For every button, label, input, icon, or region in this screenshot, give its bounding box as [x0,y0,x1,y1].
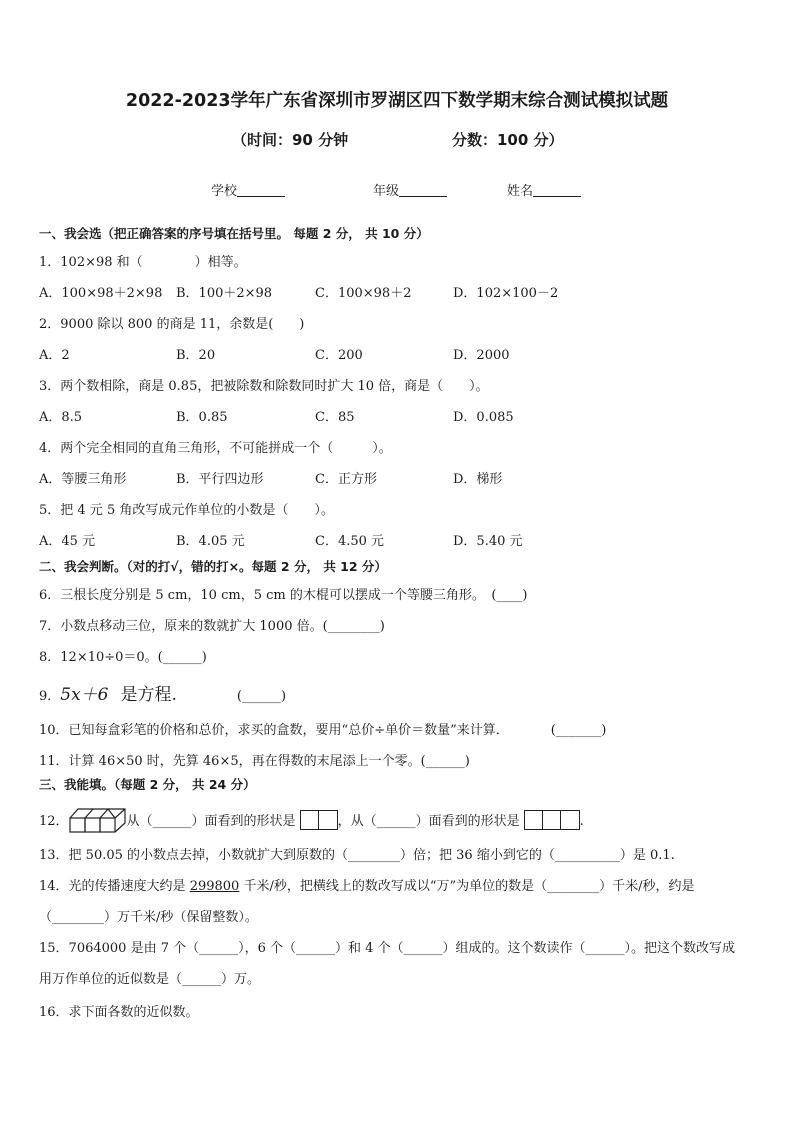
question-15-continued: 用万作单位的近似数是（______）万。 [39,972,261,987]
q14-part-a: 14．光的传播速度大约是 [39,879,190,894]
question-2: 2．9000 除以 800 的商是 11，余数是( ) [39,317,305,332]
q12-number: 12． [39,814,69,829]
score-label: 分数：100 分） [452,131,564,149]
q4-option-d[interactable]: D．梯形 [453,472,503,487]
grade-field[interactable] [373,180,447,199]
section-3-heading: 三、我能填。（每题 2 分， 共 24 分） [39,777,256,792]
q2-option-a[interactable]: A．2 [39,348,70,363]
q12-end: . [579,814,584,829]
q3-option-c[interactable]: C．85 [315,410,355,425]
q1-option-a[interactable]: A．100×98＋2×98 [39,286,163,301]
question-14 [39,875,695,894]
section-2-heading: 二、我会判断。（对的打√，错的打×。每题 2 分， 共 12 分） [39,559,387,574]
q5-option-a[interactable]: A．45 元 [39,534,96,549]
question-4: 4．两个完全相同的直角三角形，不可能拼成一个（ ）。 [39,441,392,456]
q2-option-b[interactable]: B．20 [176,348,216,363]
q1-option-b[interactable]: B．100＋2×98 [176,286,273,301]
question-13: 13．把 50.05 的小数点去掉，小数就扩大到原数的（________）倍；把 36 缩小到它的（__________）是 0.1. [39,848,675,863]
question-16: 16．求下面各数的近似数。 [39,1005,199,1020]
q2-option-c[interactable]: C．200 [315,348,363,363]
q9-text: 是方程. [120,685,177,705]
grade-label: 年级 [373,184,400,199]
page-title: 2022-2023学年广东省深圳市罗湖区四下数学期末综合测试模拟试题 [125,91,669,111]
q14-part-b: 千米/秒，把横线上的数改写成以“万”为单位的数是（________）千米/秒，约是 [239,879,695,894]
q4-option-c[interactable]: C．正方形 [315,472,377,487]
name-blank[interactable] [533,183,581,197]
question-15: 15．7064000 是由 7 个（______），6 个（______）和 4 个（______）组成的。这个数读作（______）。把这个数改写成 [39,941,736,956]
q5-option-d[interactable]: D．5.40 元 [453,534,523,549]
question-5: 5．把 4 元 5 角改写成元作单位的小数是（ ）。 [39,503,334,518]
q9-expression: 5x＋6 [60,685,109,705]
question-9 [39,680,286,705]
grade-blank[interactable] [399,183,447,197]
question-12 [39,806,584,834]
q4-option-a[interactable]: A．等腰三角形 [39,472,127,487]
q12-part-b: ，从（______）面看到的形状是 [337,814,520,829]
two-square-shape-icon [300,810,338,830]
name-label: 姓名 [507,184,534,199]
name-field[interactable] [507,180,581,199]
question-3: 3．两个数相除，商是 0.85，把被除数和除数同时扩大 10 倍，商是（ ）。 [39,379,489,394]
question-8: 8．12×10÷0＝0。(______) [39,650,207,665]
q9-answer-blank[interactable]: (______) [236,689,287,704]
q5-option-c[interactable]: C．4.50 元 [315,534,385,549]
question-7: 7．小数点移动三位，原来的数就扩大 1000 倍。(________) [39,619,385,634]
q1-option-d[interactable]: D．102×100－2 [453,286,559,301]
time-label: （时间：90 分钟 [232,131,349,149]
question-10 [39,719,606,738]
q14-underlined-number: 299800 [189,879,240,894]
question-14-continued: （________）万千米/秒（保留整数）。 [39,910,258,925]
school-blank[interactable] [237,183,285,197]
q3-option-a[interactable]: A．8.5 [39,410,83,425]
cube-stack-icon [69,806,127,834]
question-6: 6．三根长度分别是 5 cm，10 cm，5 cm 的木棍可以摆成一个等腰三角形。 (____) [39,588,528,603]
question-11: 11．计算 46×50 时，先算 46×5，再在得数的末尾添上一个零。(______) [39,754,470,769]
question-1: 1．102×98 和（ ）相等。 [39,255,247,270]
q5-option-b[interactable]: B．4.05 元 [176,534,245,549]
school-field[interactable] [211,180,285,199]
q2-option-d[interactable]: D．2000 [453,348,510,363]
q4-option-b[interactable]: B．平行四边形 [176,472,264,487]
school-label: 学校 [211,184,238,199]
q1-option-c[interactable]: C．100×98＋2 [315,286,412,301]
q12-part-a: 从（______）面看到的形状是 [126,814,296,829]
q3-option-b[interactable]: B．0.85 [176,410,228,425]
three-square-shape-icon [524,810,580,830]
q10-text: 10．已知每盒彩笔的价格和总价，求买的盒数，要用“总价÷单价＝数量”来计算． [39,723,509,738]
q9-number: 9． [39,689,61,704]
section-1-heading: 一、我会选（把正确答案的序号填在括号里。 每题 2 分， 共 10 分） [39,226,429,241]
q3-option-d[interactable]: D．0.085 [453,410,514,425]
q10-answer-blank[interactable]: (_______) [550,723,607,738]
